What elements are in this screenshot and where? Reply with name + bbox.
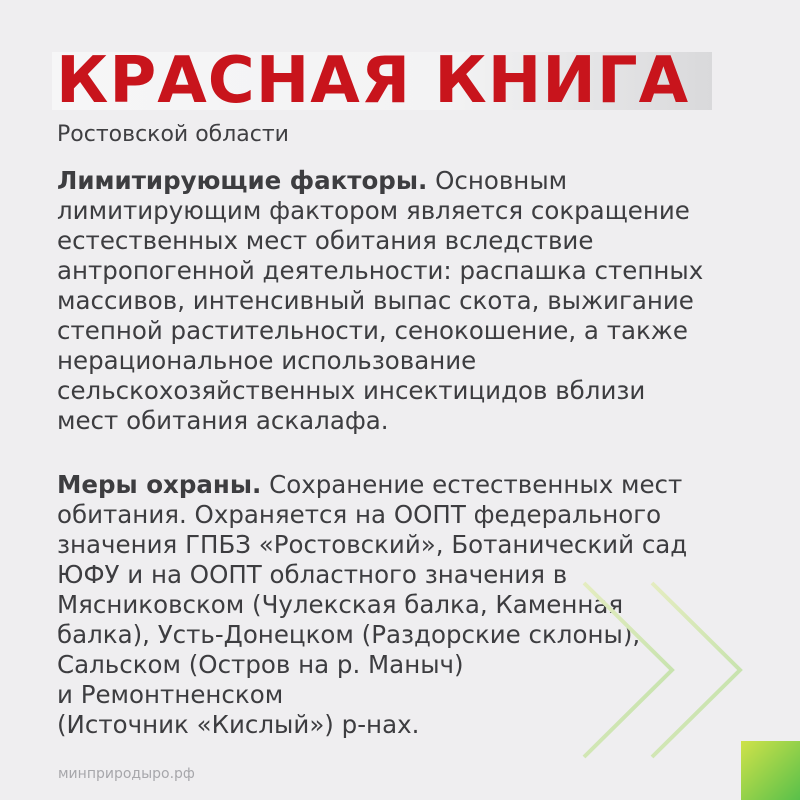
limiting-factors-paragraph	[57, 166, 757, 436]
protection-measures-heading: Меры охраны.	[57, 470, 262, 499]
paragraph-line: балка), Усть-Донецком (Раздорские склоны),	[57, 620, 641, 649]
limiting-factors-heading: Лимитирующие факторы.	[57, 166, 428, 195]
page-subtitle: Ростовской области	[57, 122, 289, 147]
paragraph-line: и Ремонтненском	[57, 680, 284, 709]
paragraph-line: степной растительности, сенокошение, а также	[57, 316, 688, 345]
paragraph-line: естественных мест обитания вследствие	[57, 226, 594, 255]
website-url: минприродыро.рф	[58, 766, 195, 782]
paragraph-line: ЮФУ и на ООПТ областного значения в	[57, 560, 568, 589]
paragraph-line: мест обитания аскалафа.	[57, 406, 389, 435]
paragraph-line: значения ГПБЗ «Ростовский», Ботанический сад	[57, 530, 688, 559]
paragraph-line: Мясниковском (Чулекская балка, Каменная	[57, 590, 624, 619]
double-chevron-right-icon	[560, 575, 750, 765]
paragraph-line: нерациональное использование	[57, 346, 477, 375]
paragraph-line: массивов, интенсивный выпас скота, выжигание	[57, 286, 694, 315]
paragraph-line	[57, 470, 757, 500]
paragraph-line: лимитирующим фактором является сокращение	[57, 196, 690, 225]
paragraph-line: сельскохозяйственных инсектицидов вблизи	[57, 376, 646, 405]
paragraph-text: Основным	[427, 166, 568, 195]
paragraph-line: Сальском (Остров на р. Маныч)	[57, 650, 464, 679]
corner-accent	[741, 741, 800, 800]
page-title: КРАСНАЯ КНИГА	[56, 44, 690, 118]
paragraph-line: обитания. Охраняется на ООПТ федерального	[57, 500, 662, 529]
paragraph-line	[57, 166, 757, 196]
paragraph-line: антропогенной деятельности: распашка степных	[57, 256, 704, 285]
paragraph-line: (Источник «Кислый») р-нах.	[57, 710, 420, 739]
paragraph-text: Сохранение естественных мест	[261, 470, 683, 499]
